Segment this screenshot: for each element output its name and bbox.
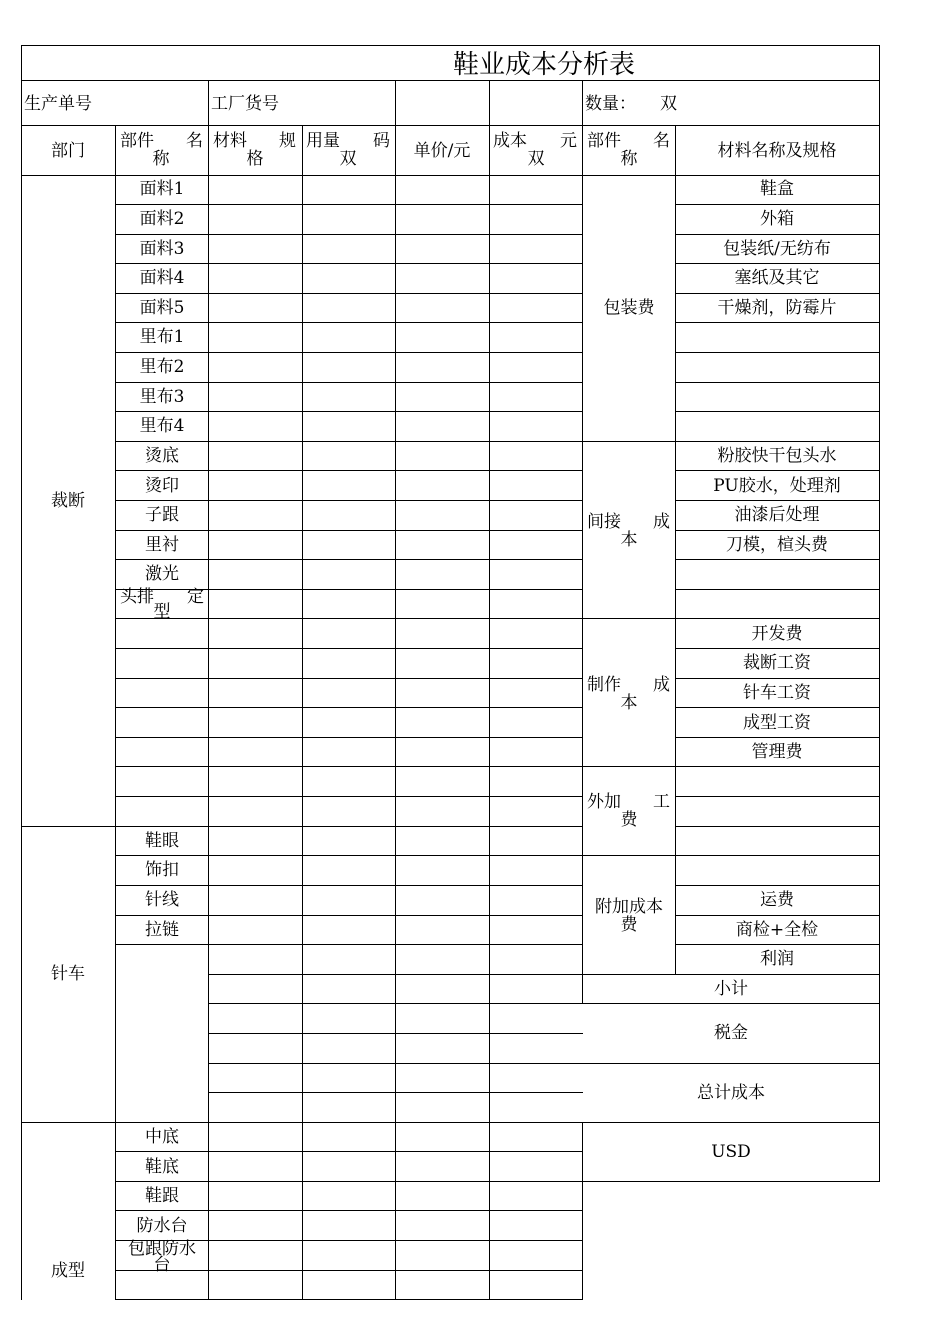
item-paint: 油漆后处理 xyxy=(734,505,820,525)
col-dept: 部门 xyxy=(51,141,85,161)
grid-line xyxy=(675,234,880,235)
quantity-unit: 双 xyxy=(660,94,677,114)
part-zipper: 拉链 xyxy=(145,920,179,940)
col-part-c: 称 xyxy=(152,149,170,169)
group-indirect-b: 成 xyxy=(653,512,670,532)
sheet-title: 鞋业成本分析表 xyxy=(452,50,636,80)
grid-line xyxy=(21,125,880,126)
grid-line xyxy=(115,1181,583,1182)
item-carton: 外箱 xyxy=(760,209,794,229)
grid-line xyxy=(675,559,880,560)
grid-line xyxy=(582,1003,880,1004)
group-packaging: 包装费 xyxy=(603,298,655,318)
grid-line xyxy=(675,737,880,738)
part-lining1: 里布1 xyxy=(139,327,185,347)
col-part2-b: 名 xyxy=(653,131,670,151)
part-fabric4: 面料4 xyxy=(139,268,185,288)
grid-line xyxy=(582,1122,880,1123)
grid-line xyxy=(675,382,880,383)
grid-line xyxy=(675,175,880,176)
group-production-c: 本 xyxy=(620,693,638,713)
grid-line xyxy=(115,648,583,649)
grid-line xyxy=(115,382,583,383)
part-wrap-b: 台 xyxy=(153,1255,171,1275)
group-additional-b: 费 xyxy=(620,915,638,935)
grid-line xyxy=(115,618,583,619)
item-shoebox: 鞋盒 xyxy=(760,179,794,199)
grid-line xyxy=(675,648,880,649)
grid-line xyxy=(115,293,583,294)
grid-line xyxy=(115,500,583,501)
col-cost-c: 双 xyxy=(527,149,545,169)
grid-line xyxy=(675,618,880,619)
grid-line xyxy=(675,322,880,323)
grid-line xyxy=(208,1003,583,1004)
grid-line xyxy=(879,45,880,1182)
part-lining2: 里布2 xyxy=(139,357,185,377)
group-outsourcing-b: 工 xyxy=(653,792,670,812)
grid-line xyxy=(675,204,880,205)
grid-line xyxy=(115,1270,583,1271)
group-production-b: 成 xyxy=(653,675,670,695)
grid-line xyxy=(675,293,880,294)
col-part-a: 部件 xyxy=(120,131,154,151)
part-thread: 针线 xyxy=(145,890,179,910)
grid-line xyxy=(115,1210,583,1211)
grid-line xyxy=(582,855,676,856)
grid-line xyxy=(115,441,583,442)
grid-line xyxy=(115,322,583,323)
summary-usd: USD xyxy=(711,1142,751,1162)
grid-line xyxy=(675,470,880,471)
part-toe-b: 定 xyxy=(187,587,204,607)
col-part2-c: 称 xyxy=(620,149,638,169)
grid-line xyxy=(675,263,880,264)
item-wrapping: 包装纸/无纺布 xyxy=(723,239,831,259)
summary-total: 总计成本 xyxy=(697,1083,765,1103)
grid-line xyxy=(675,352,880,353)
grid-line xyxy=(675,530,880,531)
dept-cutting: 裁断 xyxy=(51,491,85,511)
item-inspection: 商检+全检 xyxy=(735,920,819,940)
summary-tax: 税金 xyxy=(714,1023,748,1043)
part-toe-a: 头排 xyxy=(120,587,154,607)
grid-line xyxy=(115,766,583,767)
col-cost-a: 成本 xyxy=(493,131,527,151)
quantity-label: 数量： xyxy=(585,94,636,114)
grid-line xyxy=(208,1092,583,1093)
grid-line xyxy=(115,175,583,176)
grid-line xyxy=(675,826,880,827)
group-indirect-c: 本 xyxy=(620,530,638,550)
part-fabric2: 面料2 xyxy=(139,209,185,229)
grid-line xyxy=(675,915,880,916)
grid-line xyxy=(115,470,583,471)
grid-line xyxy=(582,766,676,767)
part-heel-counter: 子跟 xyxy=(145,505,179,525)
order-no-label: 生产单号 xyxy=(24,94,92,114)
dept-sewing: 针车 xyxy=(51,964,85,984)
grid-line xyxy=(115,826,583,827)
item-profit: 利润 xyxy=(760,949,794,969)
item-sewing-wage: 针车工资 xyxy=(743,683,811,703)
grid-line xyxy=(208,125,209,176)
dept-forming: 成型 xyxy=(51,1261,85,1281)
grid-line xyxy=(115,352,583,353)
part-lining3: 里布3 xyxy=(139,387,185,407)
grid-line xyxy=(489,125,490,176)
item-development: 开发费 xyxy=(751,624,803,644)
grid-line xyxy=(582,618,676,619)
col-unit-price: 单价/元 xyxy=(413,141,471,161)
part-laser: 激光 xyxy=(145,564,179,584)
item-forming-wage: 成型工资 xyxy=(743,713,811,733)
grid-line xyxy=(582,441,676,442)
grid-line xyxy=(675,974,880,975)
grid-line xyxy=(115,885,583,886)
grid-line xyxy=(115,707,583,708)
col-part2-a: 部件 xyxy=(587,131,621,151)
item-cutting-wage: 裁断工资 xyxy=(743,653,811,673)
grid-line xyxy=(115,1299,583,1300)
item-glue2: PU胶水，处理剂 xyxy=(713,476,841,496)
part-fabric1: 面料1 xyxy=(139,179,185,199)
part-lining4: 里布4 xyxy=(139,416,185,436)
part-fabric5: 面料5 xyxy=(139,298,185,318)
grid-line xyxy=(115,1151,583,1152)
grid-line xyxy=(115,234,583,235)
grid-line xyxy=(115,411,583,412)
item-management: 管理费 xyxy=(751,742,803,762)
col-usage-c: 双 xyxy=(339,149,357,169)
col-usage-a: 用量 xyxy=(306,131,340,151)
grid-line xyxy=(21,80,880,81)
part-eyelet: 鞋眼 xyxy=(145,831,179,851)
grid-line xyxy=(115,796,583,797)
grid-line xyxy=(115,1122,583,1123)
part-heel: 鞋跟 xyxy=(145,1186,179,1206)
grid-line xyxy=(675,500,880,501)
grid-line xyxy=(115,263,583,264)
grid-line xyxy=(582,80,583,126)
grid-line xyxy=(21,45,22,1300)
grid-line xyxy=(115,125,116,176)
part-hot-print: 烫印 xyxy=(145,476,179,496)
grid-line xyxy=(675,589,880,590)
grid-line xyxy=(675,707,880,708)
grid-line xyxy=(675,125,676,176)
col-material-b: 规 xyxy=(279,131,296,151)
item-stuffing: 塞纸及其它 xyxy=(734,268,820,288)
part-platform: 防水台 xyxy=(136,1216,188,1236)
group-production-a: 制作 xyxy=(587,675,621,695)
grid-line xyxy=(21,45,880,46)
col-part-b: 名 xyxy=(186,131,203,151)
summary-subtotal: 小计 xyxy=(714,979,748,999)
item-glue1: 粉胶快干包头水 xyxy=(717,446,837,466)
grid-line xyxy=(675,885,880,886)
part-inner-lining: 里衬 xyxy=(145,535,179,555)
part-fabric3: 面料3 xyxy=(139,239,185,259)
grid-line xyxy=(208,80,209,126)
grid-line xyxy=(115,855,583,856)
grid-line xyxy=(115,559,583,560)
grid-line xyxy=(489,80,490,126)
part-wrap-a: 包跟防水 xyxy=(128,1239,196,1259)
grid-line xyxy=(395,80,396,126)
grid-line xyxy=(582,1181,880,1182)
grid-line xyxy=(582,125,583,176)
grid-line xyxy=(395,125,396,176)
grid-line xyxy=(208,1033,583,1034)
group-outsourcing-c: 费 xyxy=(620,810,638,830)
part-hot-sole: 烫底 xyxy=(145,446,179,466)
grid-line xyxy=(208,974,583,975)
grid-line xyxy=(21,826,116,827)
grid-line xyxy=(675,678,880,679)
grid-line xyxy=(675,796,880,797)
col-material-a: 材料 xyxy=(213,131,247,151)
col-cost-b: 元 xyxy=(560,131,577,151)
col-material-spec: 材料名称及规格 xyxy=(717,141,837,161)
factory-no-label: 工厂货号 xyxy=(211,94,279,114)
grid-line xyxy=(675,944,880,945)
group-outsourcing-a: 外加 xyxy=(587,792,621,812)
item-mold: 刀模，楦头费 xyxy=(726,535,828,555)
grid-line xyxy=(115,204,583,205)
grid-line xyxy=(115,737,583,738)
group-indirect-a: 间接 xyxy=(587,512,621,532)
col-usage-b: 码 xyxy=(373,131,390,151)
part-toe-c: 型 xyxy=(153,602,171,622)
grid-line xyxy=(115,589,583,590)
grid-line xyxy=(115,530,583,531)
grid-line xyxy=(208,1063,583,1064)
part-buckle: 饰扣 xyxy=(145,860,179,880)
grid-line xyxy=(302,125,303,176)
grid-line xyxy=(675,766,880,767)
grid-line xyxy=(675,855,880,856)
group-additional-a: 附加成本 xyxy=(595,897,663,917)
item-desiccant: 干燥剂，防霉片 xyxy=(717,298,837,318)
grid-line xyxy=(582,974,676,975)
grid-line xyxy=(675,441,880,442)
grid-line xyxy=(582,1122,583,1300)
grid-line xyxy=(582,1063,880,1064)
grid-line xyxy=(115,678,583,679)
grid-line xyxy=(675,411,880,412)
grid-line xyxy=(115,915,583,916)
item-freight: 运费 xyxy=(760,890,794,910)
grid-line xyxy=(21,1122,116,1123)
grid-line xyxy=(115,944,583,945)
part-midsole: 中底 xyxy=(145,1127,179,1147)
part-outsole: 鞋底 xyxy=(145,1157,179,1177)
col-material-c: 格 xyxy=(246,149,264,169)
